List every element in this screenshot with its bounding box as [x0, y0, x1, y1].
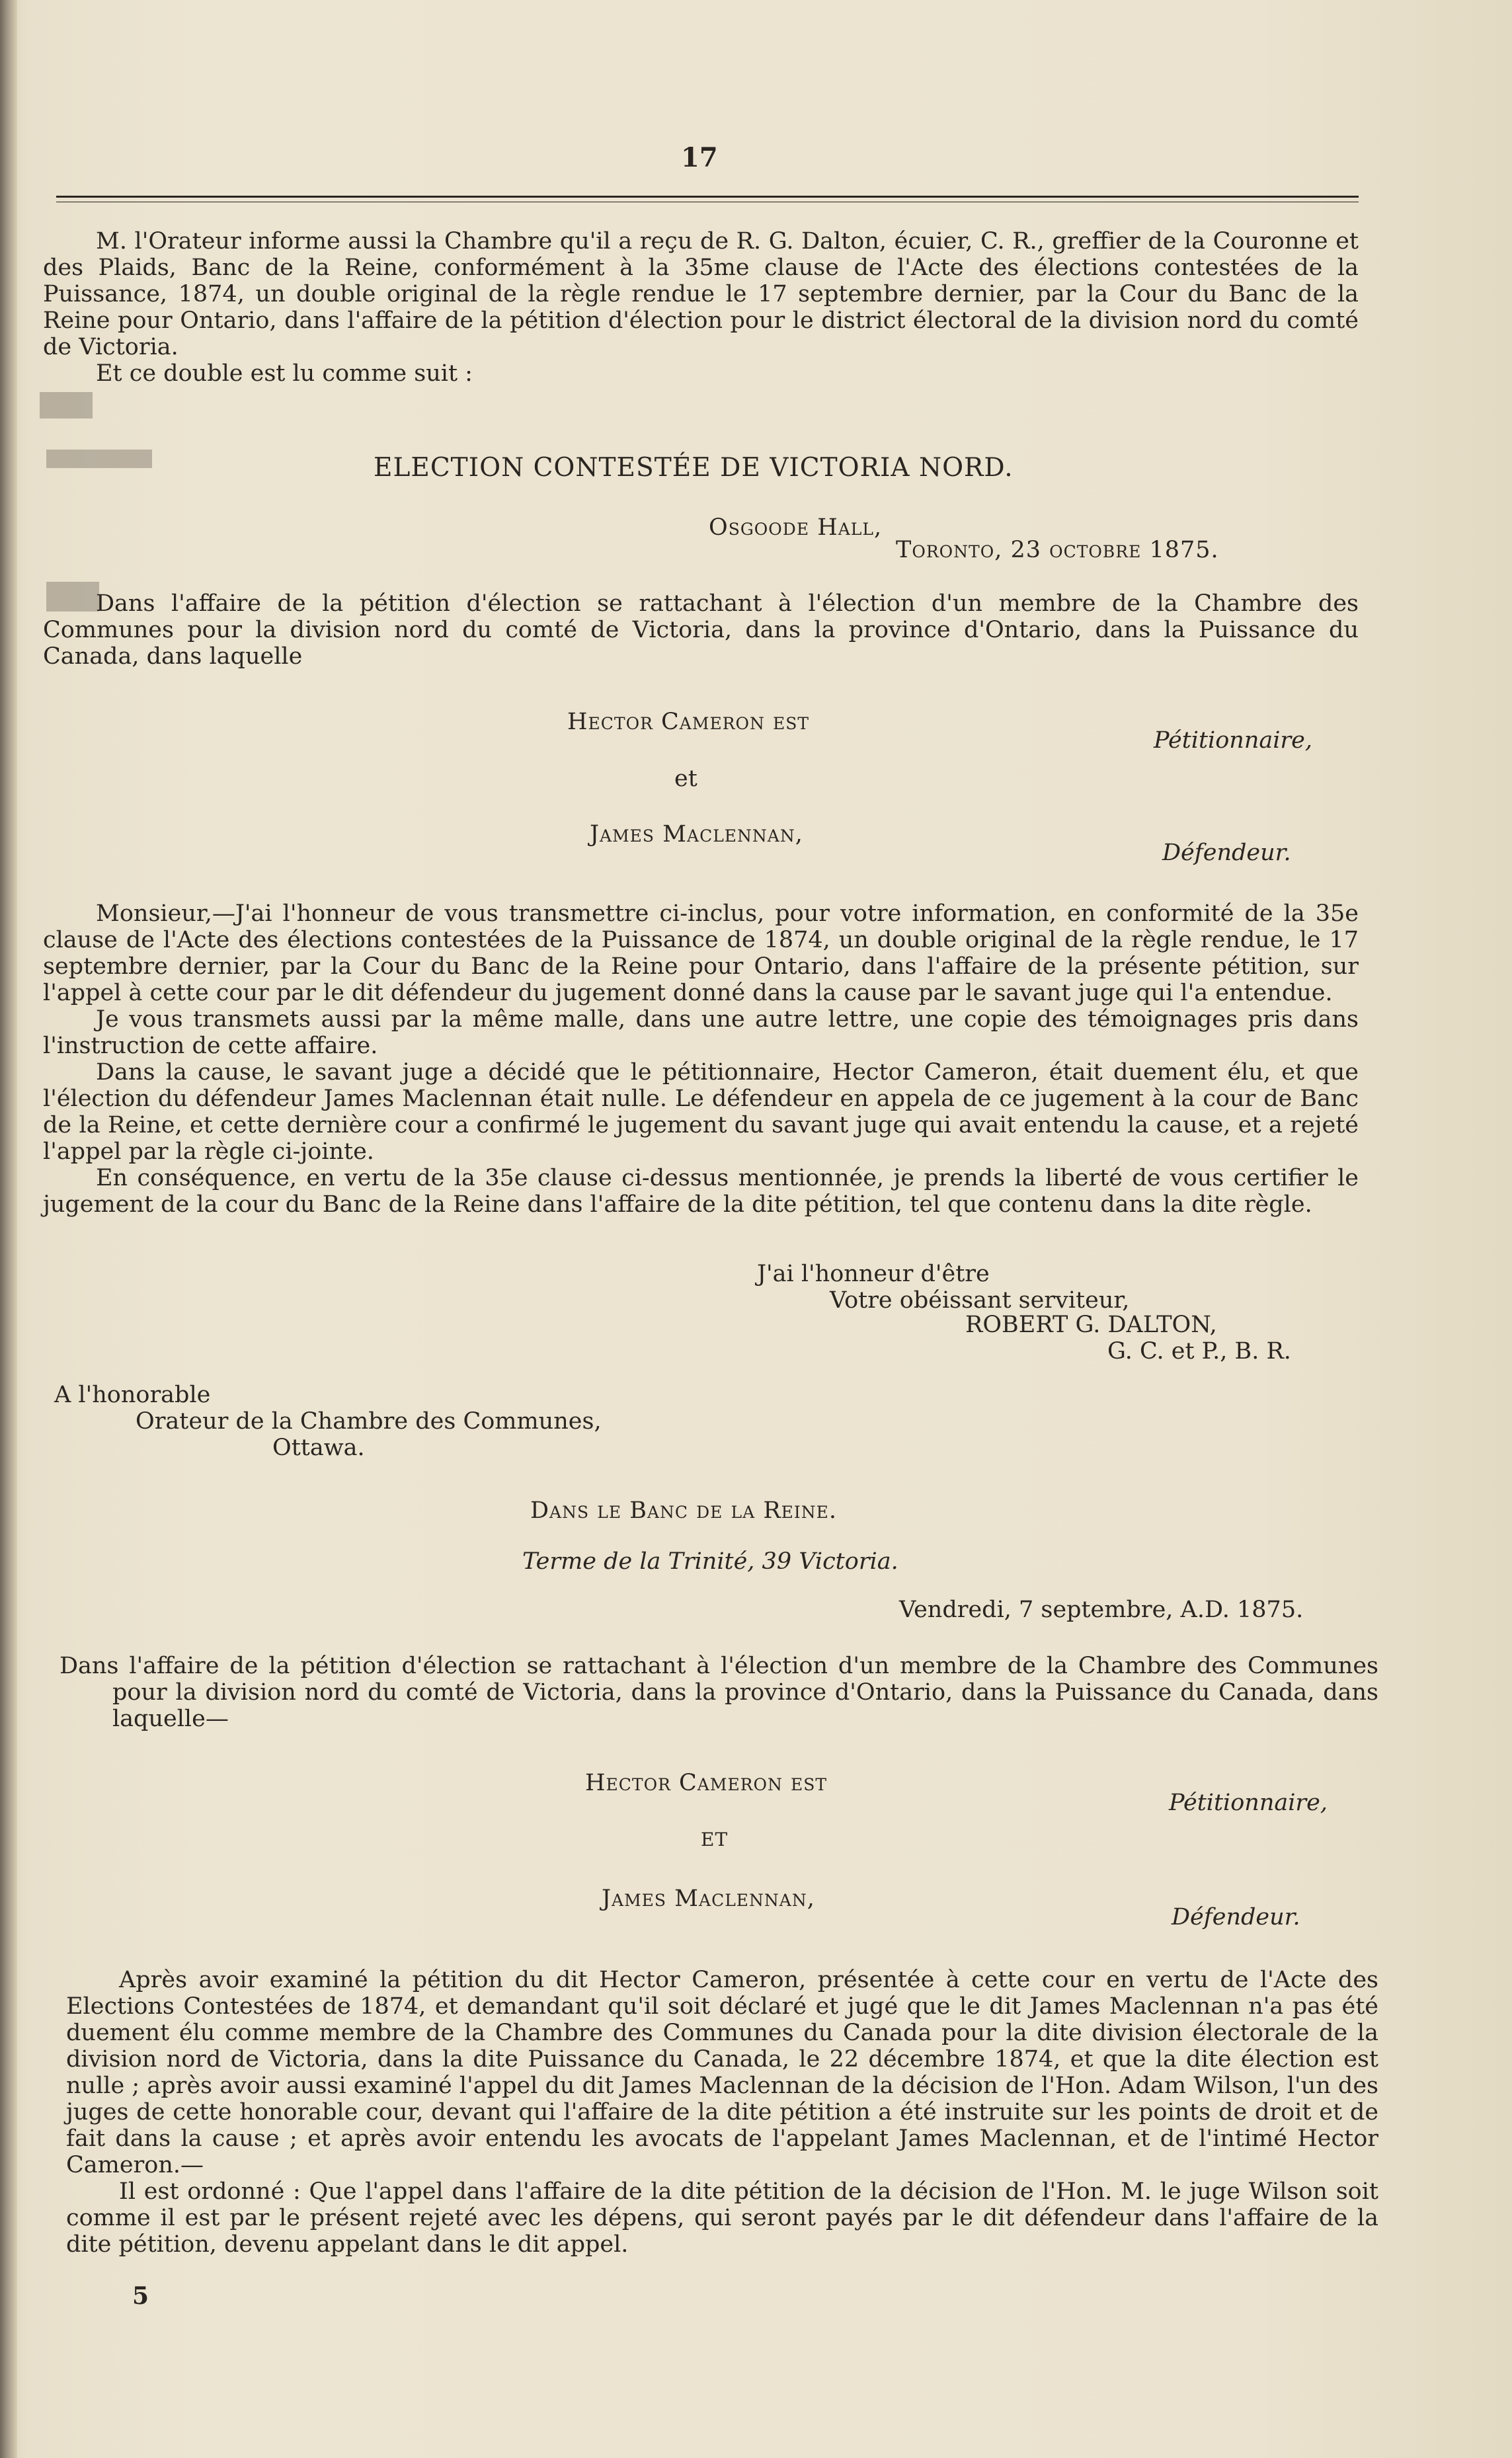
court-term: Terme de la Trinité, 39 Victoria.: [522, 1548, 898, 1575]
letter-body-paragraph: En conséquence, en vertu de la 35e clause ci-dessus mentionnée, je prends la liberté de vous certifier le jugement de la cour du Banc de la Reine dans l'affaire de la dite pétition, tel que contenu dans la dite règle.: [43, 1165, 1359, 1218]
letter-and: et: [674, 766, 697, 792]
letter-body: [43, 900, 1359, 1218]
court-body: [66, 1967, 1378, 2258]
court-date: Vendredi, 7 septembre, A.D. 1875.: [899, 1597, 1304, 1623]
letter-affair-block: [43, 590, 1359, 670]
intro-follow: Et ce double est lu comme suit :: [96, 360, 473, 387]
closing-line: Votre obéissant serviteur,: [830, 1287, 1130, 1314]
signature-title: G. C. et P., B. R.: [1107, 1338, 1291, 1365]
intro-paragraph: M. l'Orateur informe aussi la Chambre qu'il a reçu de R. G. Dalton, écuier, C. R., greffier de la Couronne et des Plaids, Banc de la Reine, conformément à la 35me clause de l'Acte des élections contestées de la Puissance, 1874, un double original de la règle rendue le 17 septembre dernier, par la Cour du Banc de la Reine pour Ontario, dans l'affaire de la pétition d'élection pour le district électoral de la division nord du comté de Victoria.: [43, 228, 1359, 360]
header-rule: [56, 196, 1359, 198]
letter-defendant-role: Défendeur.: [1162, 840, 1291, 866]
court-and: ET: [701, 1829, 729, 1850]
letter-heading: ELECTION CONTESTÉE DE VICTORIA NORD.: [374, 453, 1014, 483]
letter-body-paragraph: Monsieur,—J'ai l'honneur de vous transmettre ci-inclus, pour votre information, en conformité de la 35e clause de l'Acte des élections contestées de la Puissance de 1874, un double original de la règle rendue, le 17 septembre dernier, par la Cour du Banc de la Reine pour Ontario, dans l'affaire de la présente pétition, sur l'appel à cette cour par le dit défendeur du jugement donné dans la cause par le savant juge qui l'a entendue.: [43, 900, 1359, 1006]
court-defendant-role: Défendeur.: [1172, 1904, 1300, 1930]
address-line: Ottawa.: [272, 1435, 365, 1461]
page-number: 17: [681, 142, 718, 173]
book-spine-shadow: [0, 0, 17, 2458]
letter-affair: Dans l'affaire de la pétition d'élection se rattachant à l'élection d'un membre de la Chambre des Communes pour la division nord du comté de Victoria, dans la province d'Ontario, dans la Puissance du Canada, dans laquelle: [43, 590, 1359, 670]
ink-smudge: [46, 450, 152, 468]
intro-block: [43, 228, 1359, 387]
court-body-paragraph: Après avoir examiné la pétition du dit Hector Cameron, présentée à cette cour en vertu de l'Acte des Elections Contestées de 1874, et demandant qu'il soit déclaré et jugé que le dit James Maclennan n'a pas été duement élu comme membre de la Chambre des Communes du Canada pour la dite division électorale de la division nord de Victoria, dans la dite Puissance du Canada, le 22 décembre 1874, et que la dite élection est nulle ; après avoir aussi examiné l'appel du dit James Maclennan de la décision de l'Hon. Adam Wilson, l'un des juges de cette honorable cour, devant qui l'affaire de la dite pétition a été instruite sur les points de droit et de fait dans la cause ; et après avoir entendu les avocats de l'appelant James Maclennan, et de l'intimé Hector Cameron.—: [66, 1967, 1378, 2178]
letter-date: [896, 537, 1219, 563]
court-affair: Dans l'affaire de la pétition d'élection se rattachant à l'élection d'un membre de la Chambre des Communes pour la division nord du comté de Victoria, dans la province d'Ontario, dans la Puissance du Canada, dans laquelle—: [60, 1653, 1378, 1732]
court-defendant: James Maclennan,: [602, 1885, 815, 1912]
letter-body-paragraph: Je vous transmets aussi par la même malle, dans une autre lettre, une copie des témoignages pris dans l'instruction de cette affaire.: [43, 1006, 1359, 1059]
letter-petitioner: Hector Cameron est: [567, 709, 810, 735]
closing-line: J'ai l'honneur d'être: [757, 1261, 990, 1287]
letter-place: Osgoode Hall,: [709, 514, 883, 541]
letter-defendant: James Maclennan,: [590, 821, 803, 848]
court-petitioner: Hector Cameron est: [585, 1770, 828, 1796]
letter-date-text: Toronto, 23 octobre 1875.: [896, 537, 1219, 563]
signature-mark: 5: [132, 2282, 149, 2310]
court-affair-block: [60, 1653, 1378, 1732]
court-petitioner-role: Pétitionnaire,: [1169, 1790, 1328, 1816]
court-heading: Dans le Banc de la Reine.: [530, 1497, 838, 1524]
letter-body-paragraph: Dans la cause, le savant juge a décidé que le pétitionnaire, Hector Cameron, était duement élu, et que l'élection du défendeur James Maclennan était nulle. Le défendeur en appela de ce jugement à la cour de Banc de la Reine, et cette dernière cour a confirmé le jugement du savant juge qui avait entendu la cause, et a rejeté l'appel par la règle ci-jointe.: [43, 1059, 1359, 1165]
signature-name: ROBERT G. DALTON,: [965, 1312, 1217, 1338]
court-body-paragraph: Il est ordonné : Que l'appel dans l'affaire de la dite pétition de la décision de l'Hon. M. le juge Wilson soit comme il est par le présent rejeté avec les dépens, qui seront payés par le dit défendeur dans l'affaire de la dite pétition, devenu appelant dans le dit appel.: [66, 2178, 1378, 2258]
ink-smudge: [40, 392, 93, 418]
address-line: Orateur de la Chambre des Communes,: [136, 1408, 602, 1435]
letter-petitioner-role: Pétitionnaire,: [1154, 727, 1312, 754]
address-line: A l'honorable: [54, 1382, 211, 1408]
